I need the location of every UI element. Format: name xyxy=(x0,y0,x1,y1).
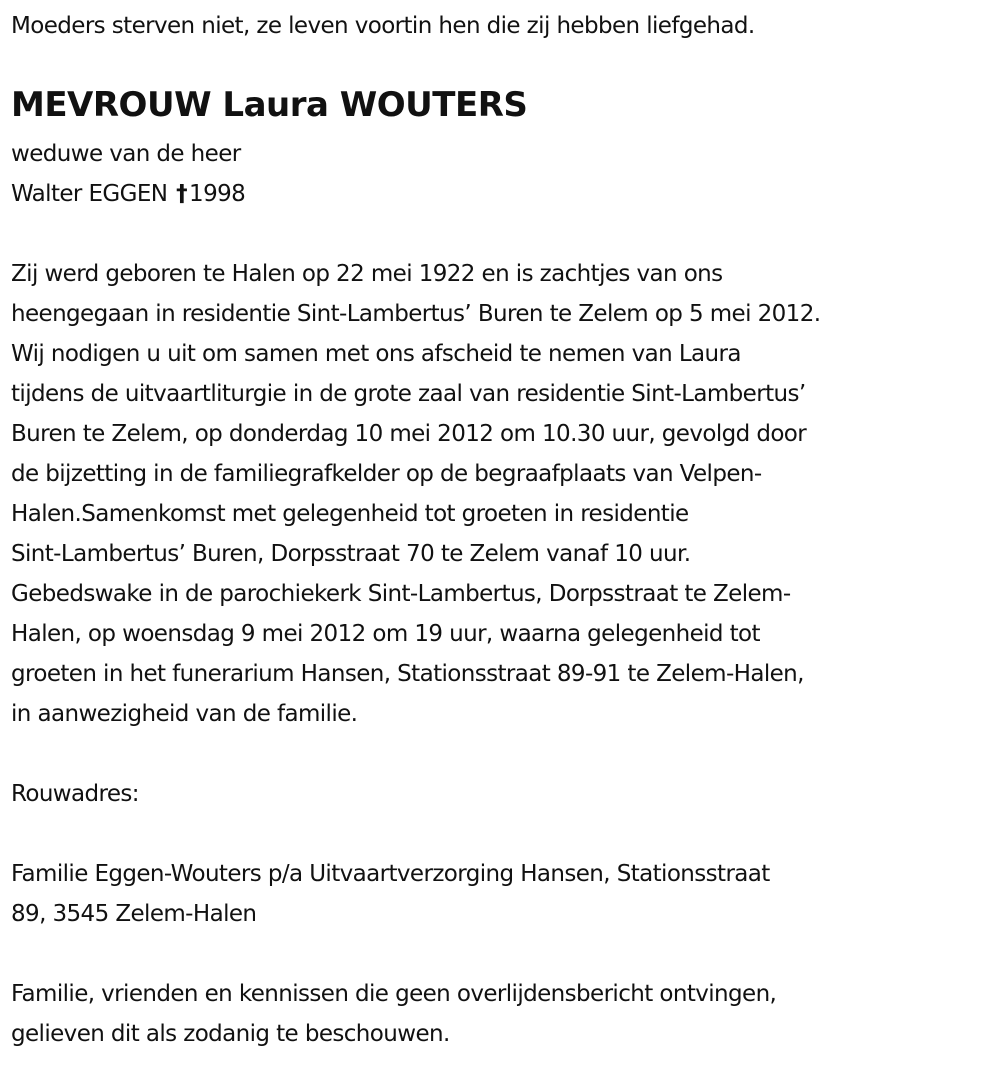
announcement-line: groeten in het funerarium Hansen, Stationsstraat 89-91 te Zelem-Halen, xyxy=(11,661,804,687)
motto-text: Moeders sterven niet, ze leven voortin hen die zij hebben liefgehad. xyxy=(11,13,755,39)
announcement-line: heengegaan in residentie Sint-Lambertus’ Buren te Zelem op 5 mei 2012. xyxy=(11,301,821,327)
mourning-address-label: Rouwadres: xyxy=(11,781,139,807)
spouse-line xyxy=(11,174,245,214)
widow-of-text: weduwe van de heer xyxy=(11,141,241,167)
announcement-line: in aanwezigheid van de familie. xyxy=(11,701,358,727)
closing-line: Familie, vrienden en kennissen die geen overlijdensbericht ontvingen, xyxy=(11,981,777,1007)
mourning-address-line: 89, 3545 Zelem-Halen xyxy=(11,901,257,927)
announcement-line: tijdens de uitvaartliturgie in de grote zaal van residentie Sint-Lambertus’ xyxy=(11,381,806,407)
spouse-death-year: 1998 xyxy=(189,181,246,207)
cross-icon: † xyxy=(176,181,188,207)
closing-note xyxy=(11,974,776,1054)
mourning-address-line: Familie Eggen-Wouters p/a Uitvaartverzorging Hansen, Stationsstraat xyxy=(11,861,770,887)
mourning-address xyxy=(11,854,770,934)
announcement-line: Halen.Samenkomst met gelegenheid tot groeten in residentie xyxy=(11,501,689,527)
announcement-line: Wij nodigen u uit om samen met ons afscheid te nemen van Laura xyxy=(11,341,741,367)
announcement-paragraph xyxy=(11,254,820,734)
spouse-name: Walter EGGEN xyxy=(11,181,168,207)
announcement-line: Zij werd geboren te Halen op 22 mei 1922 en is zachtjes van ons xyxy=(11,261,723,287)
deceased-name-heading: MEVROUW Laura WOUTERS xyxy=(11,85,528,125)
announcement-line: Buren te Zelem, op donderdag 10 mei 2012 om 10.30 uur, gevolgd door xyxy=(11,421,807,447)
closing-line: gelieven dit als zodanig te beschouwen. xyxy=(11,1021,450,1047)
announcement-line: Gebedswake in de parochiekerk Sint-Lambertus, Dorpsstraat te Zelem- xyxy=(11,581,791,607)
announcement-line: de bijzetting in de familiegrafkelder op de begraafplaats van Velpen- xyxy=(11,461,762,487)
announcement-line: Halen, op woensdag 9 mei 2012 om 19 uur, waarna gelegenheid tot xyxy=(11,621,760,647)
announcement-line: Sint-Lambertus’ Buren, Dorpsstraat 70 te Zelem vanaf 10 uur. xyxy=(11,541,691,567)
